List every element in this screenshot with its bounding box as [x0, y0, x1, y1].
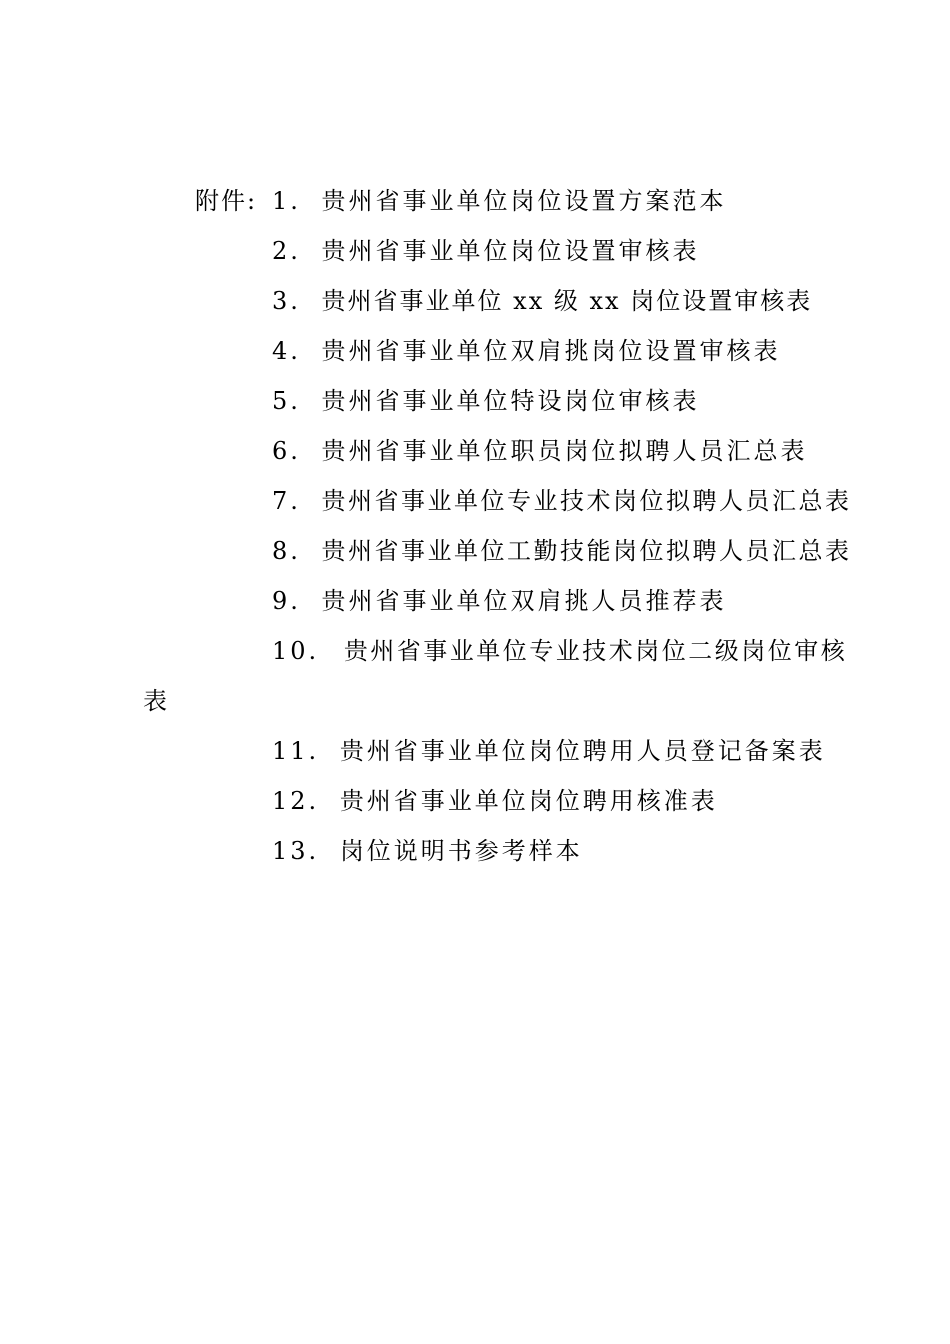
item-title: 贵州省事业单位工勤技能岗位拟聘人员汇总表	[321, 537, 852, 565]
item-number: 6.	[272, 437, 301, 465]
item-number: 4.	[272, 337, 301, 365]
attachment-item-9	[272, 586, 727, 616]
item-number: 11.	[272, 737, 320, 765]
item-title: 贵州省事业单位专业技术岗位二级岗位审核	[343, 637, 848, 665]
item-number: 12.	[272, 787, 320, 815]
attachment-item-7	[272, 486, 852, 516]
item-title: 贵州省事业单位专业技术岗位拟聘人员汇总表	[321, 487, 852, 515]
item-title: 贵州省事业单位岗位设置方案范本	[321, 187, 727, 215]
attachment-item-10	[272, 636, 847, 666]
item-number: 2.	[272, 237, 301, 265]
item-title: 贵州省事业单位双肩挑人员推荐表	[321, 587, 727, 615]
item-number: 7.	[272, 487, 301, 515]
item-title: 贵州省事业单位岗位设置审核表	[321, 237, 700, 265]
attachment-item-6	[272, 436, 808, 466]
item-number: 3.	[272, 287, 301, 315]
attachment-item-1	[272, 186, 727, 216]
item-number: 10.	[272, 637, 320, 665]
attachments-label: 附件:	[195, 187, 258, 215]
attachment-item-11	[272, 736, 826, 766]
item-title: 贵州省事业单位岗位聘用人员登记备案表	[339, 737, 826, 765]
item-title: 贵州省事业单位双肩挑岗位设置审核表	[321, 337, 781, 365]
attachment-item-8	[272, 536, 852, 566]
item-title: 岗位说明书参考样本	[339, 837, 583, 865]
item-number: 5.	[272, 387, 301, 415]
attachment-item-2	[272, 236, 700, 266]
item-title: 贵州省事业单位职员岗位拟聘人员汇总表	[321, 437, 808, 465]
item-title: 贵州省事业单位 xx 级 xx 岗位设置审核表	[321, 287, 813, 315]
item-number: 8.	[272, 537, 301, 565]
attachment-item-5	[272, 386, 700, 416]
attachment-item-12	[272, 786, 718, 816]
attachment-item-4	[272, 336, 781, 366]
item-title: 贵州省事业单位特设岗位审核表	[321, 387, 700, 415]
item-number: 1.	[272, 187, 301, 215]
attachment-item-3	[272, 286, 812, 316]
item-title: 贵州省事业单位岗位聘用核准表	[339, 787, 718, 815]
attachment-item-13	[272, 836, 583, 866]
item-number: 9.	[272, 587, 301, 615]
item-number: 13.	[272, 837, 320, 865]
attachment-item-10-continuation: 表	[143, 687, 170, 715]
